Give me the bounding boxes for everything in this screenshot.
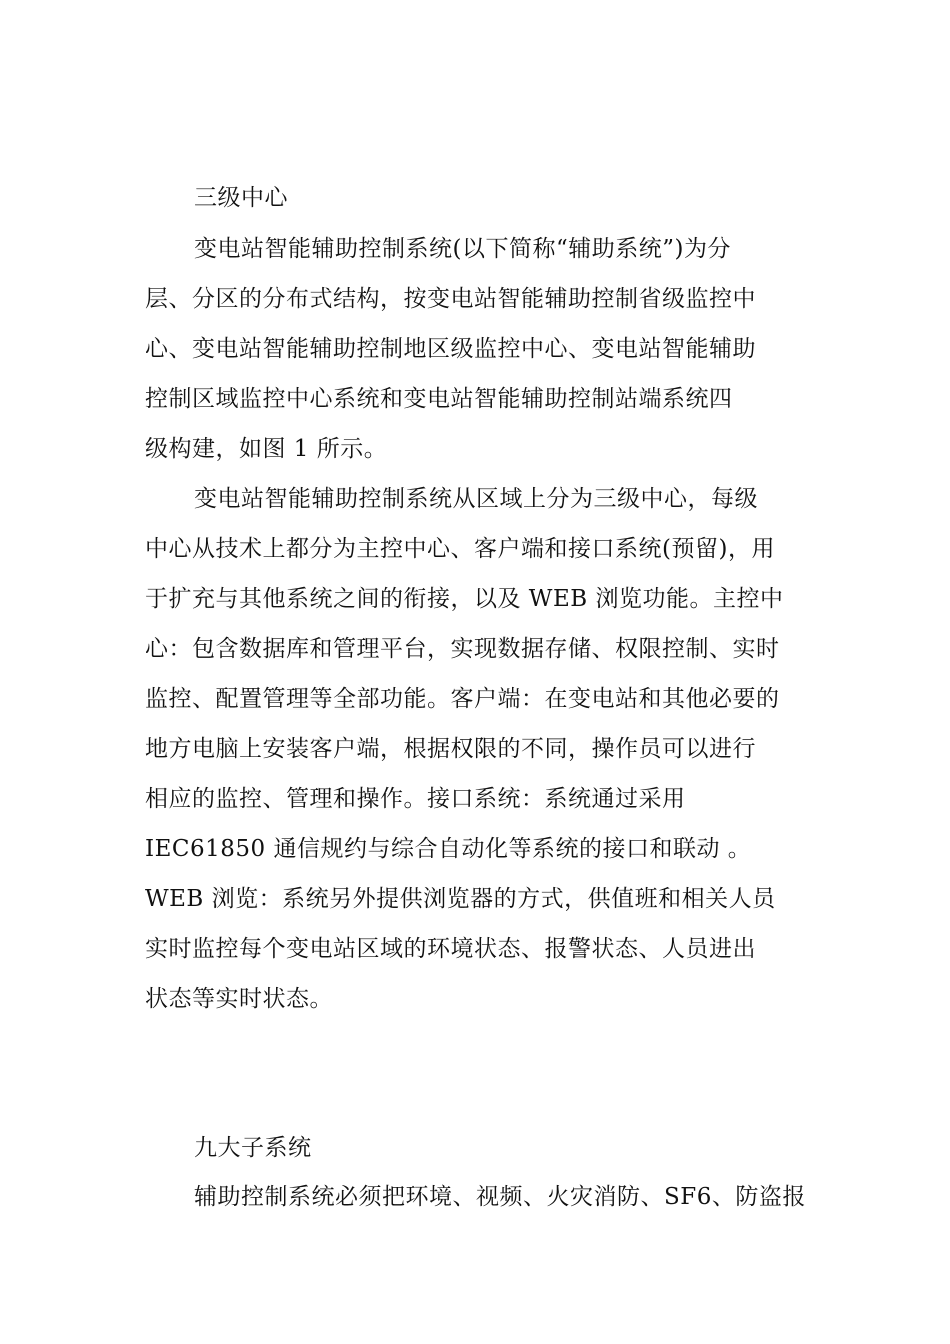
section-heading-three-level-center: 三级中心 xyxy=(194,185,288,211)
paragraph-line: 监控、配置管理等全部功能。客户端：在变电站和其他必要的 xyxy=(145,686,780,712)
paragraph-line: 于扩充与其他系统之间的衔接，以及 WEB 浏览功能。主控中 xyxy=(145,586,784,612)
paragraph-line: 相应的监控、管理和操作。接口系统：系统通过采用 xyxy=(145,786,686,812)
paragraph-line: 辅助控制系统必须把环境、视频、火灾消防、SF6、防盗报 xyxy=(194,1184,806,1210)
paragraph-line: IEC61850 通信规约与综合自动化等系统的接口和联动 。 xyxy=(145,836,752,862)
paragraph-line: 地方电脑上安装客户端，根据权限的不同，操作员可以进行 xyxy=(145,736,756,762)
paragraph-line: 控制区域监控中心系统和变电站智能辅助控制站端系统四 xyxy=(145,386,733,412)
paragraph-line: 变电站智能辅助控制系统从区域上分为三级中心，每级 xyxy=(194,486,758,512)
paragraph-line: 心、变电站智能辅助控制地区级监控中心、变电站智能辅助 xyxy=(145,336,756,362)
paragraph-line: 级构建，如图 1 所示。 xyxy=(145,436,388,462)
paragraph-line: 实时监控每个变电站区域的环境状态、报警状态、人员进出 xyxy=(145,936,756,962)
paragraph-line: 心：包含数据库和管理平台，实现数据存储、权限控制、实时 xyxy=(145,636,780,662)
paragraph-line: 变电站智能辅助控制系统(以下简称“辅助系统”)为分 xyxy=(194,236,731,262)
paragraph-line: WEB 浏览：系统另外提供浏览器的方式，供值班和相关人员 xyxy=(145,886,776,912)
paragraph-line: 状态等实时状态。 xyxy=(145,986,333,1012)
paragraph-line: 中心从技术上都分为主控中心、客户端和接口系统(预留)，用 xyxy=(145,536,775,562)
section-heading-nine-subsystems: 九大子系统 xyxy=(194,1135,312,1161)
paragraph-line: 层、分区的分布式结构，按变电站智能辅助控制省级监控中 xyxy=(145,286,756,312)
